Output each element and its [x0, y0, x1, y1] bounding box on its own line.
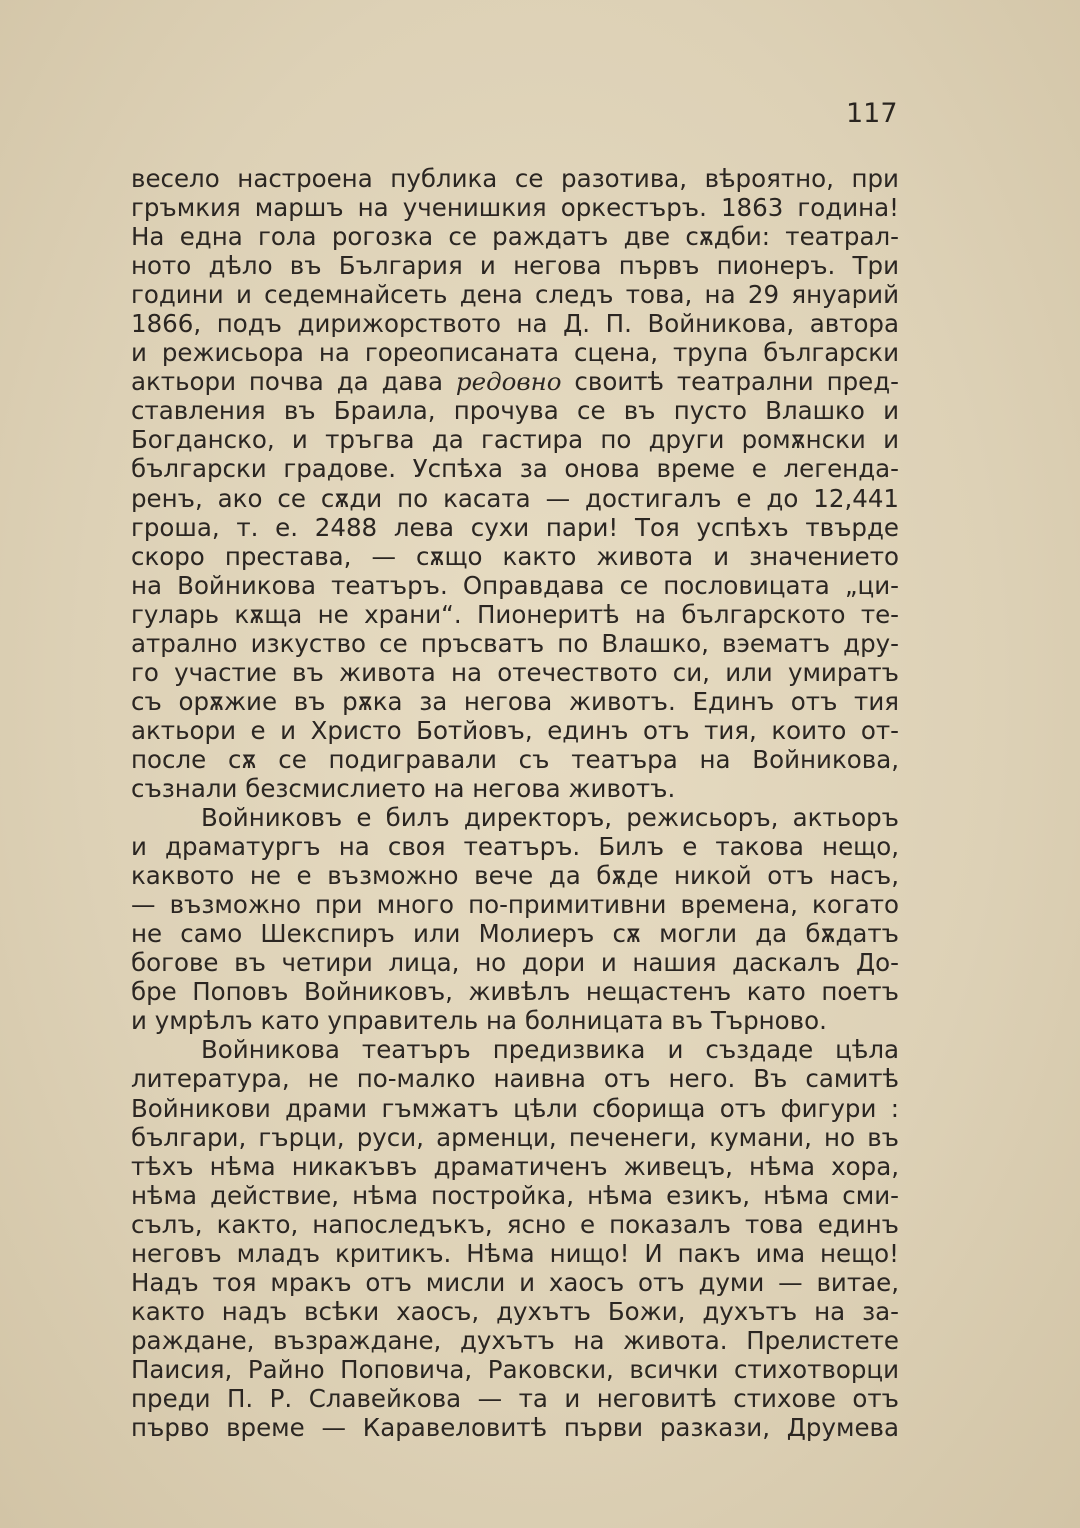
text-line: Войникови драми гъмжатъ цѣли сборища отъ фигури : — [131, 1093, 899, 1123]
text-line: и режисьора на гореописаната сцена, трупа български — [131, 338, 899, 368]
text-line: го участие въ живота на отечеството си, или умиратъ — [131, 657, 899, 687]
text-line: Войниковъ е билъ директоръ, режисьоръ, актьоръ — [201, 803, 899, 833]
page-number: 117 — [846, 98, 898, 129]
body-text — [131, 164, 899, 1442]
text-line: съ орѫжие въ рѫка за негова животъ. Единъ отъ тия — [131, 686, 899, 716]
text-line: бре Поповъ Войниковъ, живѣлъ нещастенъ като поетъ — [131, 977, 899, 1007]
text-line: атрално изкуство се пръсватъ по Влашко, вэематъ дру- — [131, 628, 899, 658]
text-line: Богданско, и тръгва да гастира по други ромѫнски и — [131, 425, 899, 455]
text-line: сълъ, както, напоследъкъ, ясно е показалъ това единъ — [131, 1209, 899, 1239]
text-line: каквото не е възможно вече да бѫде никой отъ насъ, — [131, 861, 899, 891]
text-line: гроша, т. е. 2488 лева сухи пари! Тоя успѣхъ твърде — [131, 512, 899, 542]
text-line: български градове. Успѣха за онова време е легенда- — [131, 454, 899, 484]
text-line: Паисия, Райно Поповича, Раковски, всички стихотворци — [131, 1354, 899, 1384]
text-line: и умрѣлъ като управитель на болницата въ Търново. — [131, 1006, 827, 1036]
text-line: Надъ тоя мракъ отъ мисли и хаосъ отъ думи — витае, — [131, 1267, 899, 1297]
paragraph — [131, 1035, 899, 1442]
text-line: гръмкия маршъ на ученишкия оркестъръ. 1863 година! — [131, 193, 899, 223]
paragraph — [131, 164, 899, 803]
text-line: — възможно при много по-примитивни времена, когато — [131, 890, 899, 920]
paragraph — [131, 803, 899, 1035]
text-line: актьори почва да дава редовно своитѣ театрални пред- — [131, 367, 900, 397]
text-line: литература, не по-малко наивна отъ него. Въ самитѣ — [131, 1064, 899, 1094]
text-line: първо време — Каравеловитѣ първи разкази, Друмева — [131, 1413, 899, 1443]
text-line: гуларь кѫща не храни“. Пионеритѣ на българското те- — [131, 599, 899, 629]
text-line: както надъ всѣки хаосъ, духътъ Божи, духътъ на за- — [131, 1296, 899, 1326]
text-line: не само Шекспиръ или Молиеръ сѫ могли да бѫдатъ — [131, 919, 899, 949]
text-line: весело настроена публика се разотива, вѣроятно, при — [131, 164, 899, 193]
text-line: после сѫ се подигравали съ театъра на Войникова, — [131, 744, 899, 774]
text-line: неговъ младъ критикъ. Нѣма нищо! И пакъ има нещо! — [131, 1238, 899, 1268]
text-line: ното дѣло въ България и негова първъ пионеръ. Три — [131, 251, 899, 281]
text-line: раждане, възраждане, духътъ на живота. Прелистете — [131, 1325, 899, 1355]
text-line: актьори е и Христо Ботйовъ, единъ отъ тия, които от- — [131, 715, 899, 745]
text-line: българи, гърци, руси, арменци, печенеги, кумани, но въ — [131, 1122, 899, 1152]
text-line: 1866, подъ дирижорството на Д. П. Войникова, автора — [131, 309, 899, 339]
text-line: ренъ, ако се сѫди по касата — достигалъ е до 12,441 — [131, 483, 899, 513]
text-line: Войникова театъръ предизвика и създаде цѣла — [201, 1035, 899, 1065]
text-line: ставления въ Браила, прочува се въ пусто Влашко и — [131, 396, 899, 426]
text-line: тѣхъ нѣма никакъвъ драматиченъ живецъ, нѣма хора, — [131, 1151, 899, 1181]
italic-emphasis: редовно — [455, 367, 562, 397]
text-line: съзнали безсмислието на негова животъ. — [131, 773, 676, 803]
text-line: богове въ четири лица, но дори и нашия даскалъ До- — [131, 948, 899, 978]
text-line: скоро престава, — сѫщо както живота и значението — [131, 541, 899, 571]
text-line: На една гола рогозка се раждатъ две сѫдби: театрал- — [131, 222, 899, 252]
text-line: и драматургъ на своя театъръ. Билъ е такова нещо, — [131, 832, 899, 862]
text-line: преди П. Р. Славейкова — та и неговитѣ стихове отъ — [131, 1383, 899, 1413]
text-line: на Войникова театъръ. Оправдава се пословицата „ци- — [131, 570, 899, 600]
text-line: години и седемнайсеть дена следъ това, на 29 януарий — [131, 280, 899, 310]
text-line: нѣма действие, нѣма постройка, нѣма езикъ, нѣма сми- — [131, 1180, 899, 1210]
